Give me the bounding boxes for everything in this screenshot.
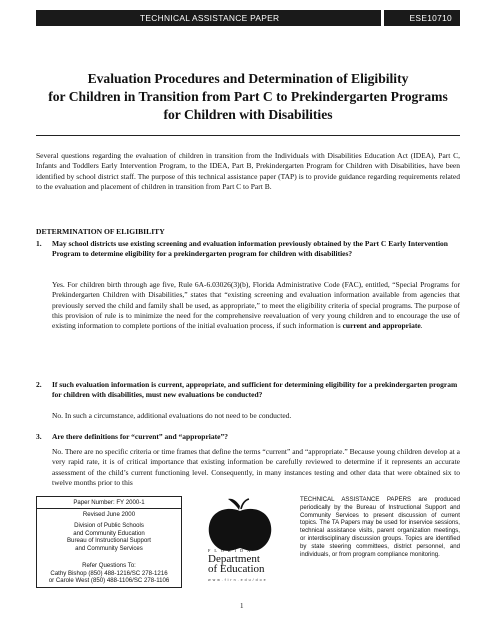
answer-emphasis-appropriate: appropriate [382,321,421,331]
answer-emphasis-and: and [368,321,381,331]
question-number: 1. [36,239,42,248]
division-info [37,522,181,553]
contact-label: Refer Questions To: [82,562,136,569]
question-text: Are there definitions for “current” and “appropriate”? [52,432,228,441]
answer-emphasis-current: current [342,321,367,331]
division-line: and Community Services [75,545,143,553]
logo-florida: FLORIDA [208,548,255,553]
header-divider [381,10,384,26]
page-number: 1 [240,602,244,610]
question-3 [36,432,460,444]
logo-url: www.firn.edu/doe [208,578,268,582]
division-line: Bureau of Instructional Support [66,537,151,545]
question-text: If such evaluation information is current, appropriate, and sufficient for determining eligibility for a prekindergarten program for children with disabilities, must new evaluations be conducted? [52,380,458,400]
revised-date: Revised June 2000 [82,511,136,518]
logo-department [208,554,274,574]
header-code: ESE10710 [409,13,452,23]
document-title [36,70,460,124]
question-number: 2. [36,380,42,389]
contact-line: or Carole West (850) 488-1106/SC 278-1106 [48,577,170,585]
title-rule [36,135,460,136]
question-1 [36,239,460,271]
paper-number: Paper Number: FY 2000-1 [37,497,181,509]
answer-2: No. In such a circumstance, additional evaluations do not need to be conducted. [52,411,292,420]
header-bar [36,10,460,26]
answer-3: No. There are no specific criteria or time frames that define the terms “current” and “appropriate.” Because young children develop at a very rapid rate, it is of critical importance that existing information be carefully reviewed to determine if it represents an accurate assessment of the child’s current functioning level. Consequently, in many instances testing and other data that were obtained six to twelve months prior to this [52,447,460,487]
answer-text: Yes. For children birth through age five, Rule 6A-6.03026(3)(b), Florida Administrative Code (FAC), entitled, “Special Programs for Prekindergarten Children with Disabilities,” states that “existing screening and evaluation information available from agencies that previously served the child and family shall be used, as appropriate,” to meet the eligibility criteria of special programs. The purpose of this provision of rule is to minimize the need for the comprehensive reevaluation of very young children and to encourage the use of existing information to complete portions of the initial evaluation process, if such information is [52,280,460,331]
answer-1 [52,280,460,331]
division-line: Division of Public Schools [74,522,144,529]
question-number: 3. [36,432,42,441]
answer-end: . [420,321,423,331]
question-text: May school districts use existing screening and evaluation information previously obtained by the Part C Early Intervention Program to determine eligibility for a prekindergarten program for children with disabilities? [52,239,448,259]
intro-paragraph: Several questions regarding the evaluation of children in transition from the Individuals with Disabilities Education Act (IDEA), Part C, Infants and Toddlers Early Intervention Program, to the IDEA, Part B, Prekindergarten Program for Children with Disabilities, have been identified by school district staff. The purpose of this technical assistance paper (TAP) is to provide guidance regarding requirements related to the evaluation and placement of children in transition from Part C to Part B. [36,151,460,191]
tap-description: TECHNICAL ASSISTANCE PAPERS are produced periodically by the Bureau of Instructional Support and Community Services to present discussion of current topics. The TA Papers may be used for inservice sessions, technical assistance visits, parent organization meetings, or interdisciplinary discussion groups. Topics are identified by state steering committees, district personnel, and individuals, or from program compliance monitoring. [300,496,460,558]
header-title: TECHNICAL ASSISTANCE PAPER [140,13,280,23]
question-2 [36,380,460,402]
logo-department-line: Department [208,553,260,565]
contact-info [37,562,181,585]
title-line-3: for Children with Disabilities [163,107,333,122]
logo-education-line: of Education [208,563,265,575]
section-heading: DETERMINATION OF ELIGIBILITY [36,227,165,236]
title-line-1: Evaluation Procedures and Determination of Eligibility [87,71,409,86]
division-line: and Community Education [73,529,145,537]
paper-info-box [36,496,182,588]
contact-line: Cathy Bishop (850) 488-1216/SC 278-1216 [50,569,168,577]
title-line-2: for Children in Transition from Part C to Prekindergarten Programs [48,89,448,104]
